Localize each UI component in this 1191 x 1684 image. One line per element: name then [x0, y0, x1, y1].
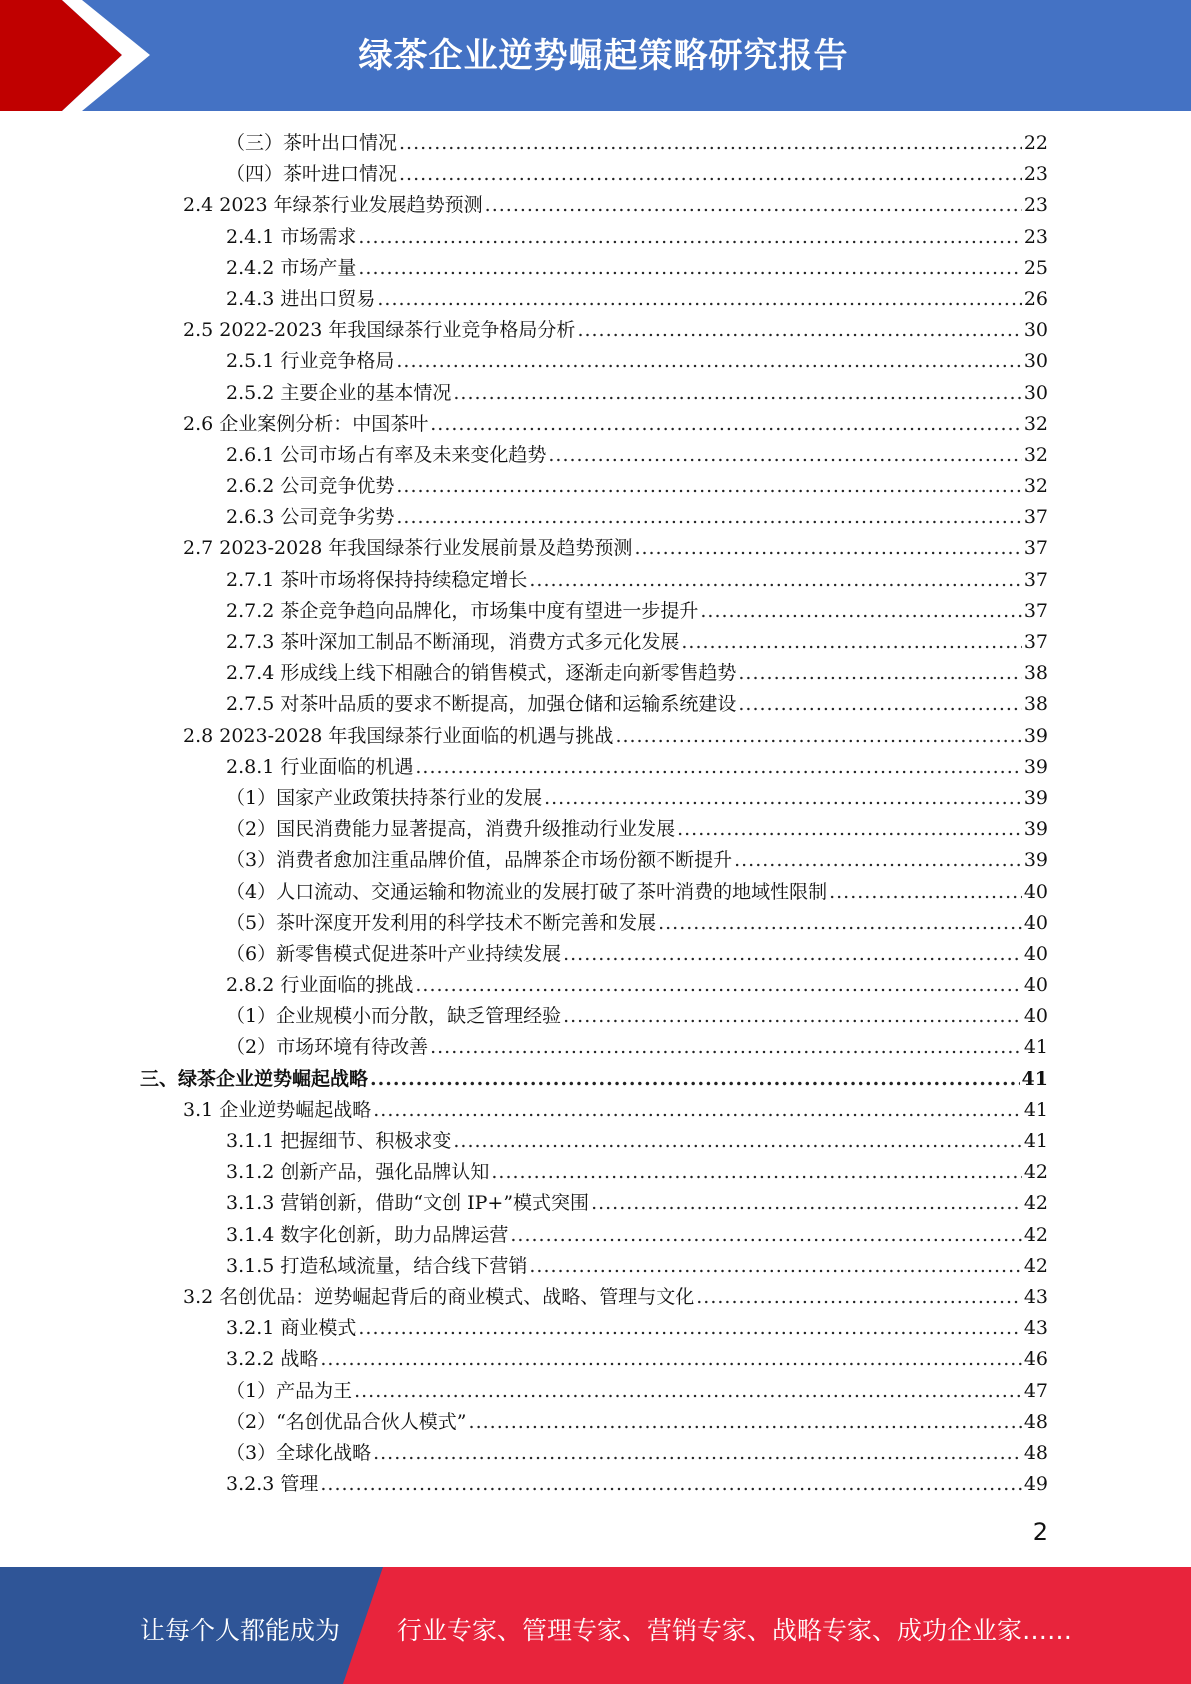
- toc-entry-page: 40: [1023, 1005, 1048, 1028]
- toc-leader-dots: [485, 190, 1022, 221]
- toc-entry[interactable]: [140, 315, 1048, 346]
- toc-entry-page: 48: [1023, 1441, 1048, 1464]
- toc-entry-title: 3.1 企业逆势崛起战略: [183, 1098, 372, 1121]
- toc-entry[interactable]: [140, 533, 1048, 564]
- toc-leader-dots: [358, 1313, 1021, 1344]
- toc-leader-dots: [320, 1344, 1021, 1375]
- toc-entry-page: 39: [1023, 818, 1048, 841]
- toc-leader-dots: [396, 502, 1021, 533]
- toc-entry-page: 41: [1023, 1036, 1048, 1059]
- toc-entry-page: 30: [1023, 350, 1048, 373]
- toc-entry-title: 2.6.2 公司竞争优势: [226, 475, 395, 498]
- toc-leader-dots: [453, 1126, 1021, 1157]
- toc-entry[interactable]: [140, 1032, 1048, 1063]
- toc-leader-dots: [738, 689, 1021, 720]
- toc-entry-page: 23: [1023, 225, 1048, 248]
- page-number: 2: [1032, 1518, 1048, 1546]
- toc-entry-page: 32: [1023, 443, 1048, 466]
- toc-entry[interactable]: [140, 409, 1048, 440]
- toc-entry[interactable]: [140, 1220, 1048, 1251]
- toc-entry[interactable]: [140, 1064, 1048, 1095]
- toc-entry-title: 3.1.5 打造私域流量，结合线下营销: [226, 1254, 528, 1277]
- toc-leader-dots: [415, 752, 1021, 783]
- toc-entry-title: 2.7.2 茶企竞争趋向品牌化，市场集中度有望进一步提升: [226, 599, 699, 622]
- toc-entry[interactable]: [140, 471, 1048, 502]
- toc-entry-title: 2.5.2 主要企业的基本情况: [226, 381, 452, 404]
- toc-leader-dots: [469, 1407, 1022, 1438]
- toc-entry-page: 23: [1023, 163, 1048, 186]
- toc-entry[interactable]: [140, 222, 1048, 253]
- toc-leader-dots: [430, 409, 1022, 440]
- toc-entry[interactable]: [140, 440, 1048, 471]
- toc-leader-dots: [373, 1438, 1022, 1469]
- toc-entry[interactable]: [140, 658, 1048, 689]
- footer-slogan-right: 行业专家、管理专家、营销专家、战略专家、成功企业家……: [397, 1616, 1073, 1645]
- toc-leader-dots: [453, 378, 1021, 409]
- page-header: [0, 0, 1191, 111]
- toc-entry-title: 2.8.1 行业面临的机遇: [226, 755, 414, 778]
- toc-entry-page: 48: [1023, 1410, 1048, 1433]
- toc-leader-dots: [548, 440, 1021, 471]
- header-title: 绿茶企业逆势崛起策略研究报告: [358, 36, 849, 76]
- toc-entry-title: 3.2.3 管理: [226, 1473, 319, 1496]
- toc-entry-page: 42: [1023, 1254, 1048, 1277]
- toc-leader-dots: [510, 1220, 1021, 1251]
- toc-entry-page: 37: [1023, 568, 1048, 591]
- toc-entry[interactable]: [140, 190, 1048, 221]
- toc-entry-page: 37: [1023, 506, 1048, 529]
- toc-entry-page: 23: [1023, 194, 1048, 217]
- toc-entry-title: 2.4.2 市场产量: [226, 256, 357, 279]
- toc-leader-dots: [415, 970, 1021, 1001]
- toc-entry-title: 3.1.4 数字化创新，助力品牌运营: [226, 1223, 509, 1246]
- toc-leader-dots: [396, 471, 1021, 502]
- toc-leader-dots: [681, 627, 1021, 658]
- toc-entry-title: 2.7.4 形成线上线下相融合的销售模式，逐渐走向新零售趋势: [226, 662, 737, 685]
- toc-entry-page: 40: [1023, 942, 1048, 965]
- toc-entry-title: （1）国家产业政策扶持茶行业的发展: [226, 786, 543, 809]
- toc-entry-title: （5）茶叶深度开发利用的科学技术不断完善和发展: [226, 911, 657, 934]
- toc-leader-dots: [700, 596, 1021, 627]
- toc-entry-title: 2.6.3 公司竞争劣势: [226, 506, 395, 529]
- toc-entry[interactable]: [140, 1001, 1048, 1032]
- toc-entry[interactable]: [140, 970, 1048, 1001]
- toc-leader-dots: [430, 1032, 1022, 1063]
- toc-entry[interactable]: [140, 596, 1048, 627]
- toc-entry-page: 41: [1023, 1098, 1048, 1121]
- toc-entry[interactable]: [140, 689, 1048, 720]
- toc-leader-dots: [529, 1251, 1021, 1282]
- toc-entry-page: 32: [1023, 412, 1048, 435]
- toc-entry-page: 42: [1023, 1192, 1048, 1215]
- toc-entry-page: 22: [1023, 132, 1048, 154]
- toc-leader-dots: [358, 253, 1021, 284]
- toc-entry-title: 3.1.3 营销创新，借助“文创 IP+”模式突围: [226, 1192, 590, 1215]
- toc-entry[interactable]: [140, 159, 1048, 190]
- toc-entry[interactable]: [140, 1344, 1048, 1375]
- toc-entry[interactable]: [140, 1313, 1048, 1344]
- toc-leader-dots: [696, 1282, 1022, 1313]
- toc-entry-title: 三、绿茶企业逆势崛起战略: [140, 1067, 369, 1090]
- toc-entry-title: （2）“名创优品合伙人模式”: [226, 1410, 467, 1433]
- toc-entry-title: （6）新零售模式促进茶叶产业持续发展: [226, 942, 562, 965]
- toc-entry-page: 41: [1021, 1067, 1048, 1090]
- toc-entry-title: （1）企业规模小而分散，缺乏管理经验: [226, 1005, 562, 1028]
- toc-leader-dots: [373, 1095, 1022, 1126]
- toc-entry[interactable]: [140, 378, 1048, 409]
- toc-entry[interactable]: [140, 1469, 1048, 1500]
- toc-entry-page: 47: [1023, 1379, 1048, 1402]
- toc-leader-dots: [829, 877, 1022, 908]
- toc-entry-page: 40: [1023, 880, 1048, 903]
- toc-entry-title: 2.8 2023-2028 年我国绿茶行业面临的机遇与挑战: [183, 724, 614, 747]
- toc-entry-title: 2.8.2 行业面临的挑战: [226, 974, 414, 997]
- toc-entry-page: 37: [1023, 599, 1048, 622]
- toc-entry-title: 2.7.5 对茶叶品质的要求不断提高，加强仓储和运输系统建设: [226, 693, 737, 716]
- toc-leader-dots: [491, 1157, 1021, 1188]
- toc-entry-title: 3.1.2 创新产品，强化品牌认知: [226, 1161, 490, 1184]
- page-footer: [0, 1567, 1191, 1684]
- toc-leader-dots: [377, 284, 1021, 315]
- toc-entry-title: 3.1.1 把握细节、积极求变: [226, 1130, 452, 1152]
- toc-entry-title: 2.7 2023-2028 年我国绿茶行业发展前景及趋势预测: [183, 537, 633, 560]
- toc-entry-title: 2.7.3 茶叶深加工制品不断涌现，消费方式多元化发展: [226, 631, 680, 653]
- toc-entry[interactable]: [140, 752, 1048, 783]
- toc-leader-dots: [399, 128, 1022, 159]
- toc-leader-dots: [544, 783, 1022, 814]
- toc-entry-title: 2.4 2023 年绿茶行业发展趋势预测: [183, 194, 483, 217]
- toc-entry-title: 3.2 名创优品：逆势崛起背后的商业模式、战略、管理与文化: [183, 1285, 695, 1308]
- toc-entry[interactable]: [140, 1157, 1048, 1188]
- toc-entry[interactable]: [140, 253, 1048, 284]
- toc-leader-dots: [591, 1188, 1022, 1219]
- toc-leader-dots: [563, 1001, 1022, 1032]
- toc-entry-page: 30: [1023, 381, 1048, 404]
- toc-entry-title: （1）产品为王: [226, 1379, 353, 1402]
- toc-leader-dots: [370, 1064, 1020, 1095]
- toc-entry-title: 3.2.2 战略: [226, 1348, 319, 1371]
- toc-entry-page: 39: [1023, 786, 1048, 809]
- toc-entry-title: 2.7.1 茶叶市场将保持持续稳定增长: [226, 568, 528, 591]
- toc-entry-page: 40: [1023, 974, 1048, 997]
- toc-entry-page: 42: [1023, 1223, 1048, 1246]
- toc-entry-title: （2）国民消费能力显著提高，消费升级推动行业发展: [226, 818, 676, 841]
- toc-entry[interactable]: [140, 814, 1048, 845]
- toc-leader-dots: [577, 315, 1021, 346]
- toc-entry-page: 32: [1023, 475, 1048, 498]
- toc-leader-dots: [615, 721, 1021, 752]
- toc-entry-title: （三）茶叶出口情况: [226, 132, 398, 154]
- toc-entry[interactable]: [140, 1376, 1048, 1407]
- toc-entry[interactable]: [140, 1282, 1048, 1313]
- toc-entry-title: （四）茶叶进口情况: [226, 163, 398, 186]
- toc-entry[interactable]: [140, 1438, 1048, 1469]
- toc-leader-dots: [734, 845, 1022, 876]
- table-of-contents: [140, 128, 1048, 1500]
- toc-entry[interactable]: [140, 1126, 1048, 1157]
- toc-leader-dots: [738, 658, 1021, 689]
- toc-entry[interactable]: [140, 346, 1048, 377]
- toc-entry[interactable]: [140, 721, 1048, 752]
- toc-entry-title: 3.2.1 商业模式: [226, 1317, 357, 1340]
- toc-entry[interactable]: [140, 565, 1048, 596]
- toc-leader-dots: [529, 565, 1021, 596]
- toc-entry[interactable]: [140, 1188, 1048, 1219]
- toc-entry-page: 40: [1023, 911, 1048, 934]
- toc-entry-page: 37: [1023, 537, 1048, 560]
- toc-entry-page: 26: [1023, 287, 1048, 310]
- toc-leader-dots: [658, 908, 1022, 939]
- toc-entry-title: 2.4.1 市场需求: [226, 225, 357, 248]
- toc-entry-page: 39: [1023, 755, 1048, 778]
- toc-leader-dots: [634, 533, 1021, 564]
- toc-leader-dots: [563, 939, 1022, 970]
- toc-leader-dots: [677, 814, 1022, 845]
- toc-entry-page: 46: [1023, 1348, 1048, 1371]
- toc-entry-page: 39: [1023, 724, 1048, 747]
- toc-entry-page: 42: [1023, 1161, 1048, 1184]
- toc-entry[interactable]: [140, 845, 1048, 876]
- toc-entry[interactable]: [140, 1095, 1048, 1126]
- toc-entry-title: 2.4.3 进出口贸易: [226, 287, 376, 310]
- toc-entry[interactable]: [140, 877, 1048, 908]
- toc-entry-title: 2.6.1 公司市场占有率及未来变化趋势: [226, 443, 547, 466]
- toc-entry-title: （3）消费者愈加注重品牌价值，品牌茶企市场份额不断提升: [226, 849, 733, 872]
- toc-entry-title: 2.5.1 行业竞争格局: [226, 350, 395, 373]
- toc-entry-page: 49: [1023, 1473, 1048, 1496]
- toc-entry[interactable]: [140, 908, 1048, 939]
- toc-entry-title: （4）人口流动、交通运输和物流业的发展打破了茶叶消费的地域性限制: [226, 880, 828, 903]
- toc-entry[interactable]: [140, 1251, 1048, 1282]
- toc-entry-page: 38: [1023, 662, 1048, 685]
- toc-entry[interactable]: [140, 128, 1048, 159]
- toc-leader-dots: [396, 346, 1021, 377]
- toc-leader-dots: [320, 1469, 1021, 1500]
- toc-leader-dots: [399, 159, 1022, 190]
- toc-leader-dots: [354, 1376, 1022, 1407]
- toc-entry[interactable]: [140, 783, 1048, 814]
- toc-entry-title: （3）全球化战略: [226, 1441, 372, 1464]
- toc-entry[interactable]: [140, 939, 1048, 970]
- toc-entry[interactable]: [140, 502, 1048, 533]
- footer-slogan-left: 让每个人都能成为: [140, 1616, 341, 1645]
- toc-entry-page: 38: [1023, 693, 1048, 716]
- toc-entry-page: 39: [1023, 849, 1048, 872]
- toc-entry-page: 25: [1023, 256, 1048, 279]
- toc-entry-page: 43: [1023, 1285, 1048, 1308]
- toc-entry[interactable]: [140, 1407, 1048, 1438]
- toc-entry-title: （2）市场环境有待改善: [226, 1036, 429, 1059]
- toc-entry-title: 2.5 2022-2023 年我国绿茶行业竞争格局分析: [183, 319, 576, 342]
- toc-entry[interactable]: [140, 284, 1048, 315]
- toc-leader-dots: [358, 222, 1021, 253]
- toc-entry-page: 37: [1023, 631, 1048, 653]
- toc-entry-page: 41: [1023, 1130, 1048, 1152]
- toc-entry[interactable]: [140, 627, 1048, 658]
- toc-entry-page: 30: [1023, 319, 1048, 342]
- toc-entry-title: 2.6 企业案例分析：中国茶叶: [183, 412, 429, 435]
- toc-entry-page: 43: [1023, 1317, 1048, 1340]
